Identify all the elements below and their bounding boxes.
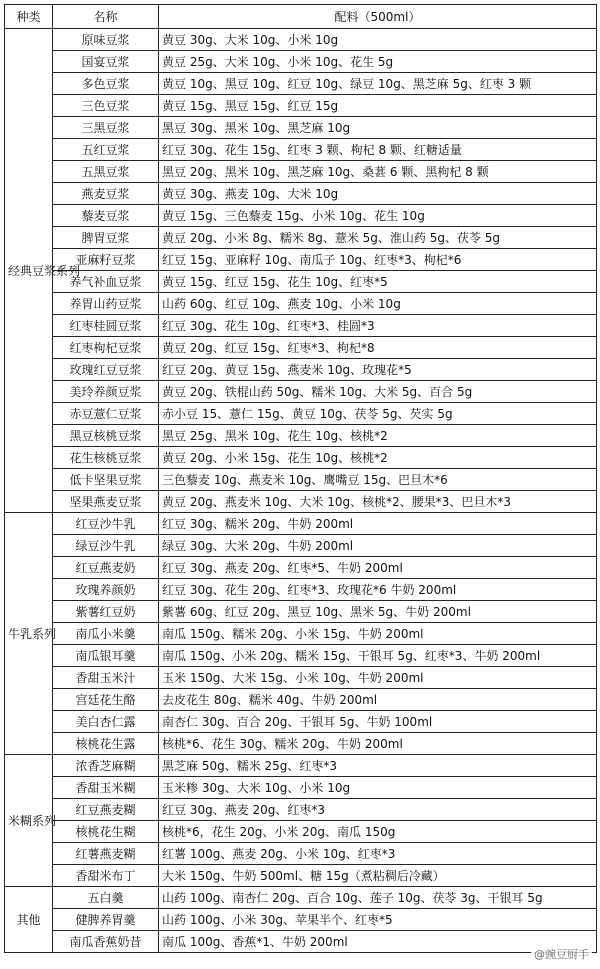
watermark: @豌豆厨手	[531, 945, 592, 963]
ingredients-cell: 红豆 30g、花生 10g、红枣*3、桂圆*3	[159, 315, 597, 337]
recipe-name-cell: 核桃花生糊	[53, 821, 159, 843]
table-row	[5, 579, 597, 601]
ingredients-cell: 黄豆 30g、大米 10g、小米 10g	[159, 29, 597, 51]
ingredients-cell: 去皮花生 80g、糯米 40g、牛奶 200ml	[159, 689, 597, 711]
recipe-name-cell: 宫廷花生酪	[53, 689, 159, 711]
ingredients-cell: 三色藜麦 10g、燕麦米 10g、鹰嘴豆 15g、巴旦木*6	[159, 469, 597, 491]
ingredients-cell: 红豆 30g、燕麦 20g、红枣*5、牛奶 200ml	[159, 557, 597, 579]
table-row	[5, 117, 597, 139]
category-cell: 其他	[5, 887, 53, 953]
category-cell: 米糊系列	[5, 755, 53, 887]
table-row	[5, 557, 597, 579]
ingredients-cell: 红薯 100g、燕麦 20g、小米 10g、红枣*3	[159, 843, 597, 865]
recipe-name-cell: 坚果燕麦豆浆	[53, 491, 159, 513]
table-row	[5, 733, 597, 755]
ingredients-cell: 黑豆 20g、黑米 10g、黑芝麻 10g、桑葚 6 颗、黑枸杞 8 颗	[159, 161, 597, 183]
table-row	[5, 359, 597, 381]
recipe-name-cell: 脾胃豆浆	[53, 227, 159, 249]
ingredients-cell: 红豆 30g、花生 15g、红枣 3 颗、枸杞 8 颗、红糖适量	[159, 139, 597, 161]
recipe-name-cell: 黑豆核桃豆浆	[53, 425, 159, 447]
table-row	[5, 447, 597, 469]
ingredients-cell: 黄豆 20g、燕麦米 10g、大米 10g、核桃*2、腰果*3、巴旦木*3	[159, 491, 597, 513]
ingredients-cell: 红豆 15g、亚麻籽 10g、南瓜子 10g、红枣*3、枸杞*6	[159, 249, 597, 271]
table-row	[5, 865, 597, 887]
header-category: 种类	[5, 5, 53, 29]
table-row	[5, 689, 597, 711]
recipe-name-cell: 美白杏仁露	[53, 711, 159, 733]
table-row	[5, 425, 597, 447]
table-row	[5, 909, 597, 931]
table-row	[5, 711, 597, 733]
recipe-name-cell: 核桃花生露	[53, 733, 159, 755]
table-row	[5, 513, 597, 535]
table-row	[5, 337, 597, 359]
table-row	[5, 73, 597, 95]
ingredients-cell: 核桃*6，花生 20g、小米 20g、南瓜 150g	[159, 821, 597, 843]
ingredients-cell: 南瓜 150g、糯米 20g、小米 15g、牛奶 200ml	[159, 623, 597, 645]
recipe-name-cell: 三色豆浆	[53, 95, 159, 117]
ingredients-cell: 黑豆 30g、黑米 10g、黑芝麻 10g	[159, 117, 597, 139]
table-row	[5, 821, 597, 843]
table-row	[5, 535, 597, 557]
table-row	[5, 403, 597, 425]
recipe-name-cell: 绿豆沙牛乳	[53, 535, 159, 557]
recipe-name-cell: 养气补血豆浆	[53, 271, 159, 293]
ingredients-cell: 黄豆 15g、红豆 15g、花生 10g、红枣*5	[159, 271, 597, 293]
header-ingredients: 配料（500ml）	[159, 5, 597, 29]
recipe-name-cell: 国宴豆浆	[53, 51, 159, 73]
recipe-name-cell: 亚麻籽豆浆	[53, 249, 159, 271]
recipe-name-cell: 紫薯红豆奶	[53, 601, 159, 623]
table-row	[5, 249, 597, 271]
ingredients-cell: 黄豆 20g、小米 15g、花生 10g、核桃*2	[159, 447, 597, 469]
recipe-name-cell: 三黑豆浆	[53, 117, 159, 139]
ingredients-cell: 玉米 150g、大米 15g、小米 10g、牛奶 200ml	[159, 667, 597, 689]
table-row	[5, 623, 597, 645]
table-row	[5, 293, 597, 315]
header-row	[5, 5, 597, 29]
recipe-name-cell: 南瓜小米羹	[53, 623, 159, 645]
recipe-name-cell: 原味豆浆	[53, 29, 159, 51]
table-row	[5, 139, 597, 161]
table-row	[5, 183, 597, 205]
table-row	[5, 95, 597, 117]
table-row	[5, 161, 597, 183]
recipe-name-cell: 燕麦豆浆	[53, 183, 159, 205]
header-name: 名称	[53, 5, 159, 29]
recipe-name-cell: 美玲养颜豆浆	[53, 381, 159, 403]
ingredients-cell: 大米 150g、牛奶 500ml、糖 15g（煮粘稠后冷藏）	[159, 865, 597, 887]
table-row	[5, 29, 597, 51]
ingredients-cell: 红豆 30g、花生 20g、红枣*3、玫瑰花*6 牛奶 200ml	[159, 579, 597, 601]
category-cell: 牛乳系列	[5, 513, 53, 755]
recipe-name-cell: 健脾养胃羹	[53, 909, 159, 931]
recipe-table	[4, 4, 597, 953]
recipe-name-cell: 红枣桂圆豆浆	[53, 315, 159, 337]
recipe-name-cell: 红豆燕麦奶	[53, 557, 159, 579]
ingredients-cell: 南杏仁 30g、百合 20g、干银耳 5g、牛奶 100ml	[159, 711, 597, 733]
ingredients-cell: 黄豆 30g、燕麦 10g、大米 10g	[159, 183, 597, 205]
table-row	[5, 887, 597, 909]
recipe-name-cell: 南瓜香蕉奶昔	[53, 931, 159, 953]
ingredients-cell: 红豆 30g、燕麦 20g、红枣*3	[159, 799, 597, 821]
recipe-table-body	[5, 29, 597, 953]
ingredients-cell: 南瓜 150g、小米 20g、糯米 15g、干银耳 5g、红枣*3、牛奶 200ml	[159, 645, 597, 667]
table-row	[5, 271, 597, 293]
table-row	[5, 51, 597, 73]
ingredients-cell: 核桃*6、花生 30g、糯米 20g、牛奶 200ml	[159, 733, 597, 755]
ingredients-cell: 玉米糁 30g、大米 10g、小米 10g	[159, 777, 597, 799]
category-cell: 经典豆浆系列	[5, 29, 53, 513]
recipe-name-cell: 香甜玉米汁	[53, 667, 159, 689]
ingredients-cell: 山药 100g、南杏仁 20g、百合 10g、莲子 10g、茯苓 3g、干银耳 5g	[159, 887, 597, 909]
table-row	[5, 601, 597, 623]
ingredients-cell: 黄豆 20g、铁棍山药 50g、糯米 10g、大米 5g、百合 5g	[159, 381, 597, 403]
recipe-name-cell: 玫瑰红豆豆浆	[53, 359, 159, 381]
recipe-name-cell: 红豆沙牛乳	[53, 513, 159, 535]
table-row	[5, 227, 597, 249]
recipe-name-cell: 低卡坚果豆浆	[53, 469, 159, 491]
ingredients-cell: 黑芝麻 50g、糯米 25g、红枣*3	[159, 755, 597, 777]
recipe-name-cell: 养胃山药豆浆	[53, 293, 159, 315]
ingredients-cell: 红豆 20g、黄豆 15g、燕麦米 10g、玫瑰花*5	[159, 359, 597, 381]
table-row	[5, 381, 597, 403]
ingredients-cell: 黄豆 10g、黑豆 10g、红豆 10g、绿豆 10g、黑芝麻 5g、红枣 3 颗	[159, 73, 597, 95]
table-row	[5, 777, 597, 799]
ingredients-cell: 黄豆 20g、红豆 15g、红枣*3、枸杞*8	[159, 337, 597, 359]
ingredients-cell: 红豆 30g、糯米 20g、牛奶 200ml	[159, 513, 597, 535]
ingredients-cell: 黑豆 25g、黑米 10g、花生 10g、核桃*2	[159, 425, 597, 447]
ingredients-cell: 紫薯 60g、红豆 20g、黑豆 10g、黑米 5g、牛奶 200ml	[159, 601, 597, 623]
table-row	[5, 205, 597, 227]
recipe-name-cell: 五红豆浆	[53, 139, 159, 161]
recipe-name-cell: 花生核桃豆浆	[53, 447, 159, 469]
recipe-name-cell: 玫瑰养颜奶	[53, 579, 159, 601]
table-row	[5, 799, 597, 821]
recipe-name-cell: 红枣枸杞豆浆	[53, 337, 159, 359]
table-row	[5, 843, 597, 865]
table-row	[5, 469, 597, 491]
recipe-name-cell: 香甜玉米糊	[53, 777, 159, 799]
ingredients-cell: 黄豆 15g、黑豆 15g、红豆 15g	[159, 95, 597, 117]
recipe-name-cell: 多色豆浆	[53, 73, 159, 95]
table-row	[5, 645, 597, 667]
table-row	[5, 755, 597, 777]
recipe-name-cell: 五白羹	[53, 887, 159, 909]
ingredients-cell: 山药 60g、红豆 10g、燕麦 10g、小米 10g	[159, 293, 597, 315]
table-row	[5, 315, 597, 337]
recipe-name-cell: 红豆燕麦糊	[53, 799, 159, 821]
table-row	[5, 491, 597, 513]
ingredients-cell: 绿豆 30g、大米 20g、牛奶 200ml	[159, 535, 597, 557]
ingredients-cell: 黄豆 15g、三色藜麦 15g、小米 10g、花生 10g	[159, 205, 597, 227]
recipe-name-cell: 红薯燕麦糊	[53, 843, 159, 865]
recipe-name-cell: 浓香芝麻糊	[53, 755, 159, 777]
table-row	[5, 667, 597, 689]
recipe-name-cell: 五黑豆浆	[53, 161, 159, 183]
recipe-name-cell: 赤豆薏仁豆浆	[53, 403, 159, 425]
table-row	[5, 931, 597, 953]
recipe-name-cell: 南瓜银耳羹	[53, 645, 159, 667]
recipe-name-cell: 藜麦豆浆	[53, 205, 159, 227]
ingredients-cell: 赤小豆 15、薏仁 15g、黄豆 10g、茯苓 5g、芡实 5g	[159, 403, 597, 425]
ingredients-cell: 黄豆 20g、小米 8g、糯米 8g、薏米 5g、淮山药 5g、茯苓 5g	[159, 227, 597, 249]
ingredients-cell: 山药 100g、小米 30g、苹果半个、红枣*5	[159, 909, 597, 931]
ingredients-cell: 黄豆 25g、大米 10g、小米 10g、花生 5g	[159, 51, 597, 73]
ingredients-cell: 南瓜 100g、香蕉*1、牛奶 200ml	[159, 931, 597, 953]
recipe-name-cell: 香甜米布丁	[53, 865, 159, 887]
